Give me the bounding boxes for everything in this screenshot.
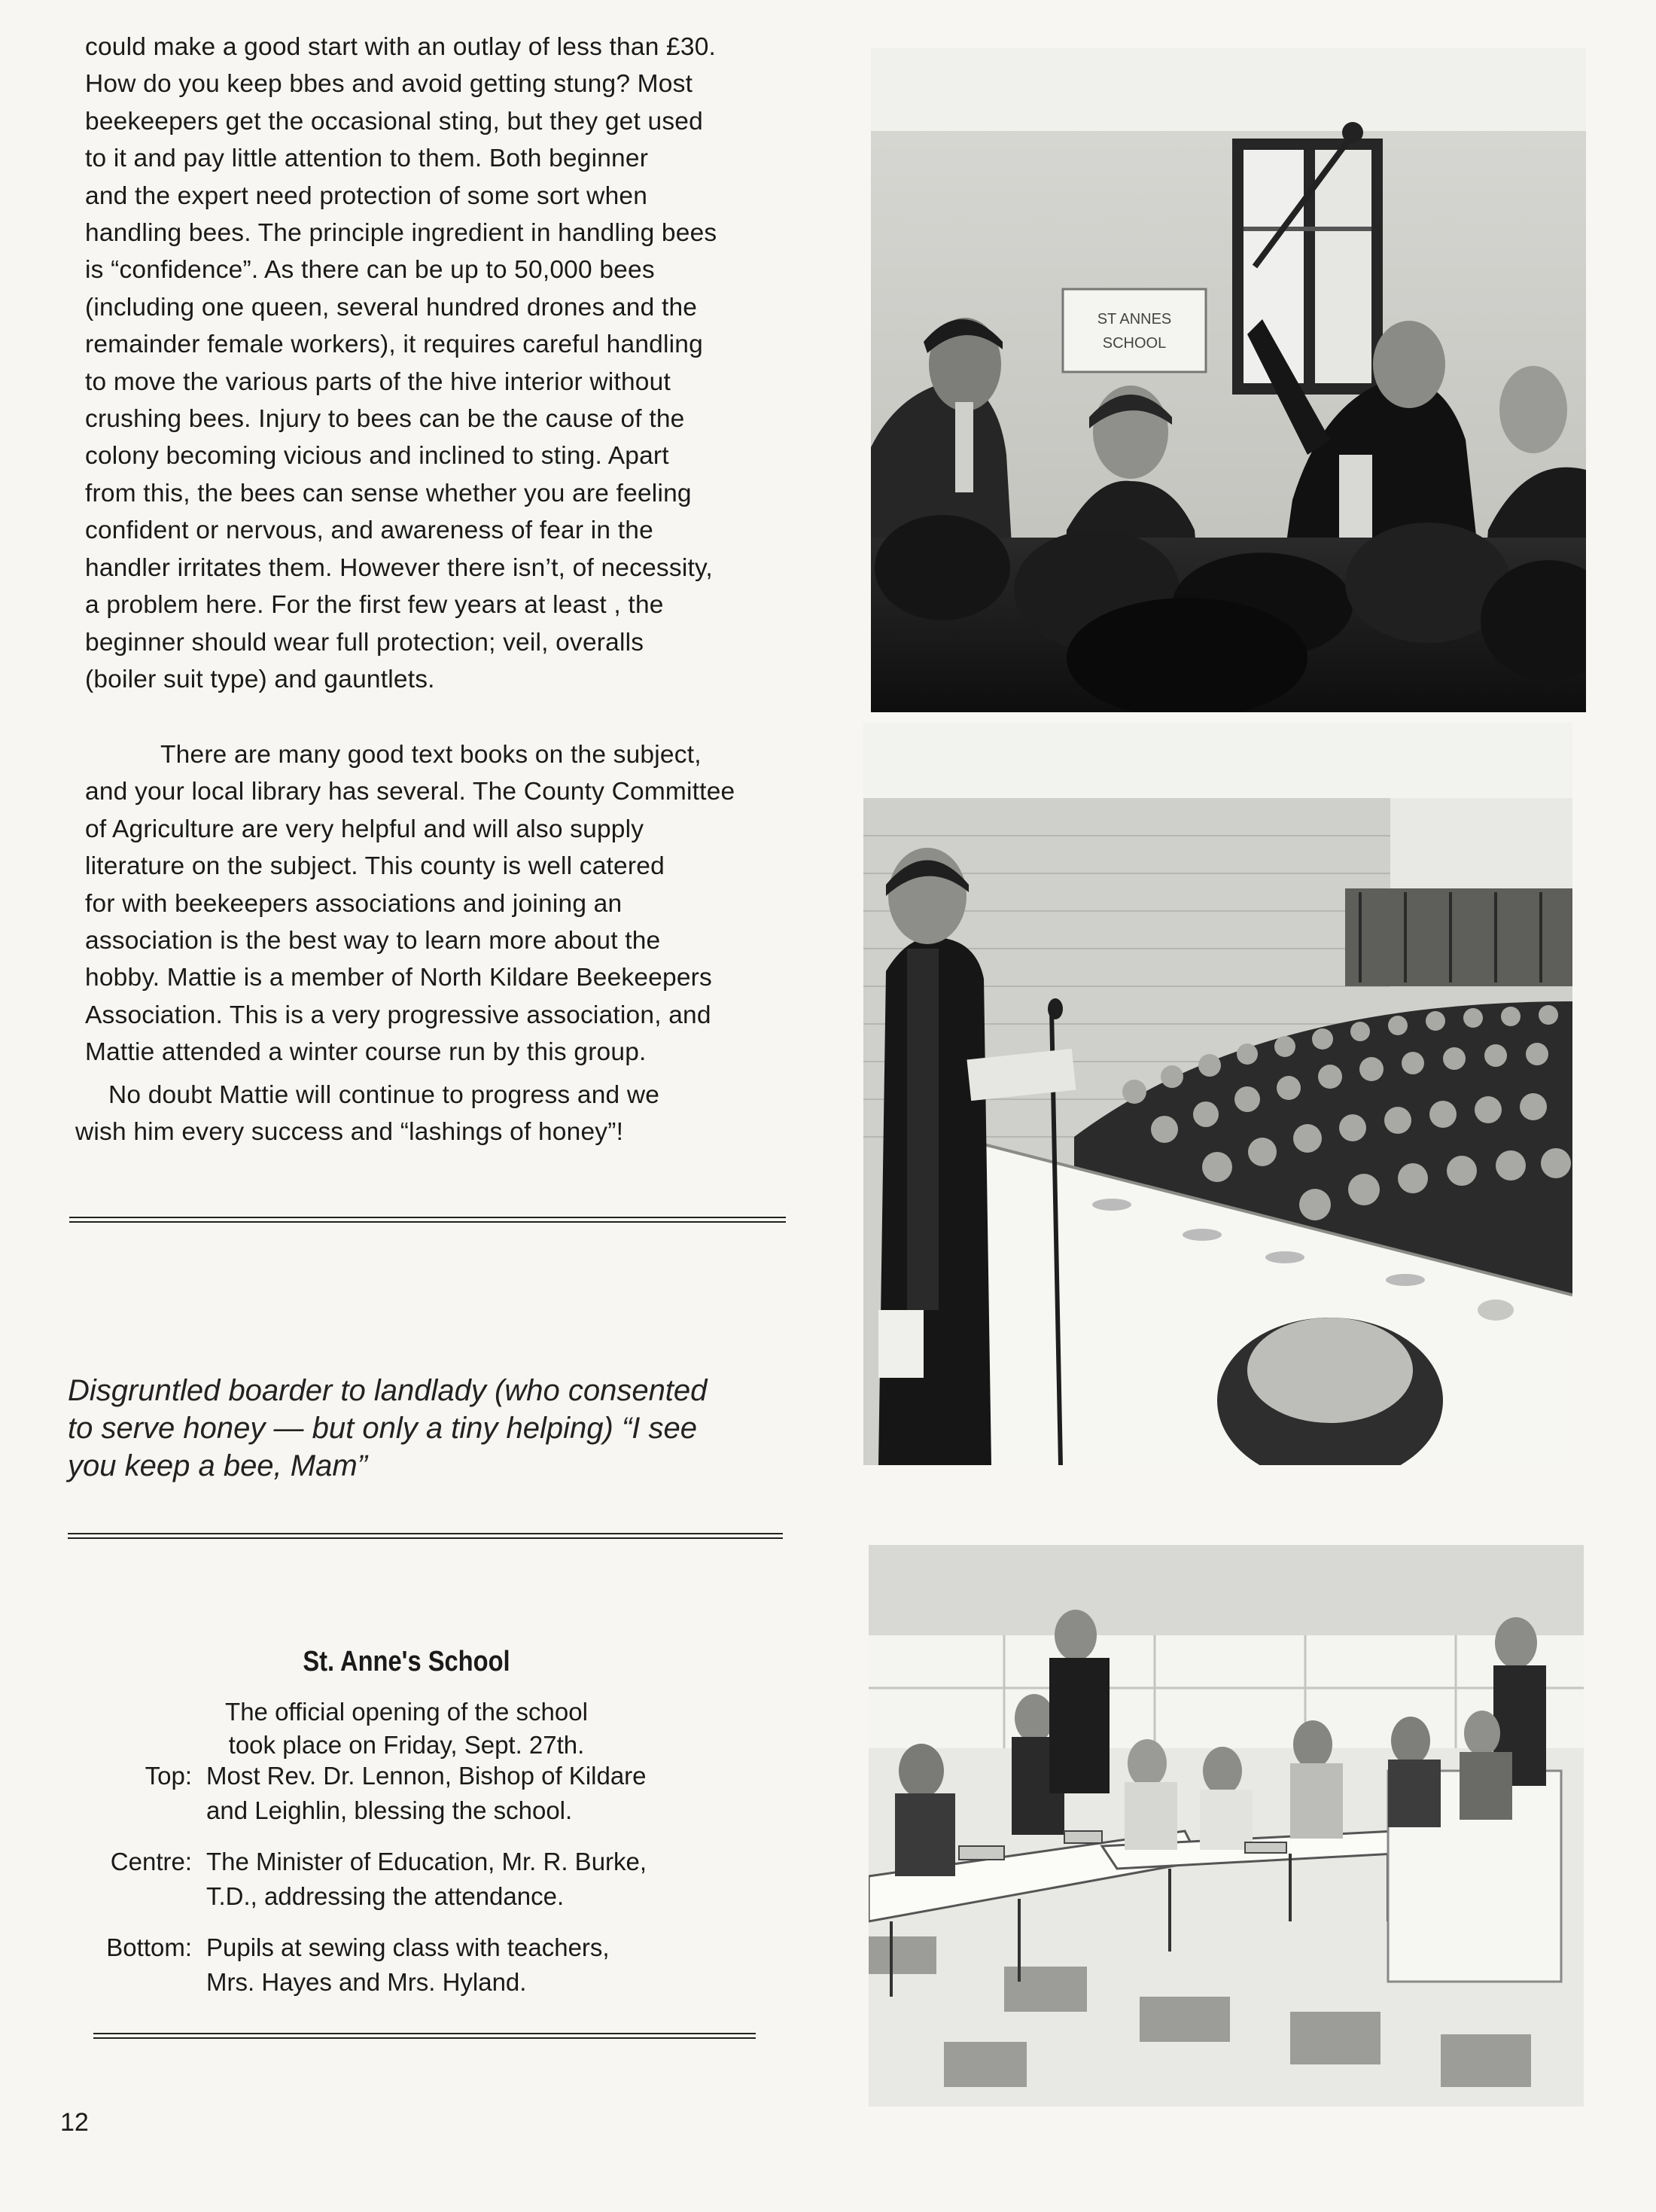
caption-title: St. Anne's School — [303, 1646, 510, 1677]
caption-text: Pupils at sewing class with teachers, Mrs. Hayes and Mrs. Hyland. — [206, 1933, 610, 1996]
photo-minister-address — [863, 723, 1572, 1465]
caption-text: The Minister of Education, Mr. R. Burke, T.D., addressing the attendance. — [206, 1848, 647, 1910]
divider-rule — [68, 1533, 783, 1539]
article-paragraph-2: There are many good text books on the subject, and your local library has several. The County Committee of Agriculture are very helpful and will also supply literature on the subject. This county is well catered for with beekeepers associations and joining an association is the best way to learn more about the hobby. Mattie is a member of North Kildare Beekeepers Association. This is a very progressive association, and Mattie attended a winter course run by this group. — [85, 741, 735, 1067]
sign-text-line-1: ST ANNES — [1097, 311, 1172, 328]
caption-text: Most Rev. Dr. Lennon, Bishop of Kildare and Leighlin, blessing the school. — [206, 1762, 647, 1824]
divider-rule — [93, 2033, 756, 2039]
caption-label: Centre: — [110, 1848, 192, 1875]
caption-intro: The official opening of the school took place on Friday, Sept. 27th. — [225, 1698, 588, 1759]
article-paragraph-3: No doubt Mattie will continue to progress and we wish him every success and “lashings of honey”! — [75, 1081, 660, 1147]
photo-minister-address-image — [863, 723, 1572, 1465]
article-paragraph-1: could make a good start with an outlay of less than £30. How do you keep bbes and avoid getting stung? Most beekeepers get the occasional sting, but they get used to it and pay little attention to them. Both beginner and the expert need protection of some sort when handling bees. The principle ingredient in handling bees is “confidence”. As there can be up to 50,000 bees (including one queen, several hundred drones and the remainder female workers), it requires careful handling to move the various parts of the hive interior without crushing bees. Injury to bees can be the cause of the colony becoming vicious and inclined to sting. Apart from this, the bees can sense whether you are feeling confident or nervous, and awareness of fear in the handler irritates them. However there isn’t, of necessity, a problem here. For the first few years at least , the beginner should wear full protection; veil, overalls (boiler suit type) and gauntlets. — [85, 33, 717, 693]
photo-blessing — [871, 48, 1586, 712]
photo-sewing-class — [869, 1545, 1584, 2107]
caption-label: Bottom: — [106, 1933, 192, 1961]
photo-blessing-image — [871, 48, 1586, 712]
photo-sewing-class-image — [869, 1545, 1584, 2107]
page-number: 12 — [60, 2108, 89, 2137]
divider-rule — [69, 1217, 786, 1223]
caption-label: Top: — [145, 1762, 192, 1790]
honey-joke-quote: Disgruntled boarder to landlady (who consented to serve honey — but only a tiny helping) “I see you keep a bee, Mam” — [68, 1374, 708, 1482]
sign-text-line-2: SCHOOL — [1102, 335, 1167, 352]
